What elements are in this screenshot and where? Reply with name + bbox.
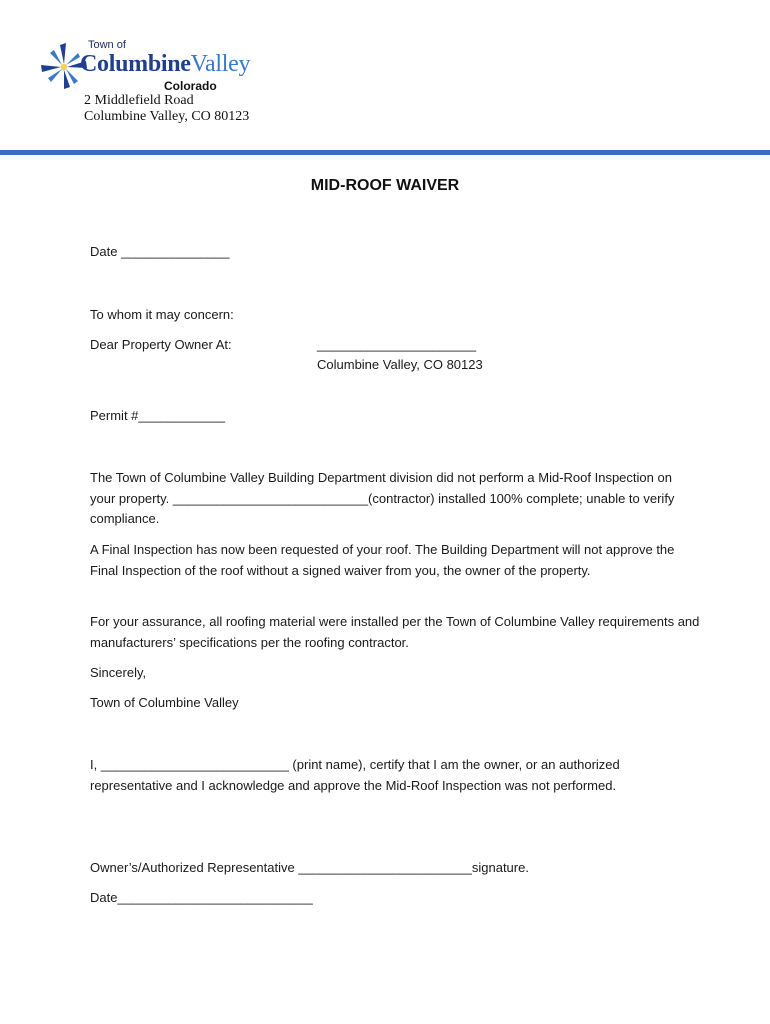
paragraph-assurance: For your assurance, all roofing material were installed per the Town of Columbine Valley requirements and manufacturers’ specifications per the roofing contractor. — [90, 614, 700, 650]
address-line-1: 2 Middlefield Road — [84, 93, 194, 108]
document-title: MID-ROOF WAIVER — [310, 177, 460, 194]
permit-number-field: Permit #____________ — [90, 408, 226, 423]
salutation: To whom it may concern: — [90, 307, 234, 322]
logo-town-name — [80, 51, 250, 78]
paragraph-inspection-not-performed: The Town of Columbine Valley Building Department division did not perform a Mid-Roof Inspection on your property. ___________________________(contractor) installed 100% complete; unable to verify compliance. — [90, 470, 675, 526]
header-divider — [0, 150, 770, 155]
dear-property-owner-label: Dear Property Owner At: — [90, 337, 232, 352]
closing: Sincerely, — [90, 665, 147, 680]
owner-certification: I, __________________________ (print name), certify that I am the owner, or an authorized representative and I acknowledge and approve the Mid-Roof Inspection was not performed. — [90, 757, 620, 793]
logo-town-of: Town of — [88, 39, 126, 51]
logo-name-bold: Columbine — [80, 51, 191, 77]
owner-signature-line: Owner’s/Authorized Representative ________________________signature. — [90, 860, 529, 875]
logo-name-light: Valley — [190, 51, 251, 77]
signoff-town: Town of Columbine Valley — [90, 695, 239, 710]
logo-state: Colorado — [164, 79, 217, 93]
address-line-2: Columbine Valley, CO 80123 — [84, 109, 250, 124]
final-date-line: Date___________________________ — [90, 890, 313, 905]
property-address-city: Columbine Valley, CO 80123 — [317, 357, 483, 372]
date-field: Date _______________ — [90, 244, 230, 259]
paragraph-final-inspection: A Final Inspection has now been requested of your roof. The Building Department will not approve the Final Inspection of the roof without a signed waiver from you, the owner of the property. — [90, 542, 675, 578]
property-address-blank: ______________________ — [317, 337, 477, 352]
